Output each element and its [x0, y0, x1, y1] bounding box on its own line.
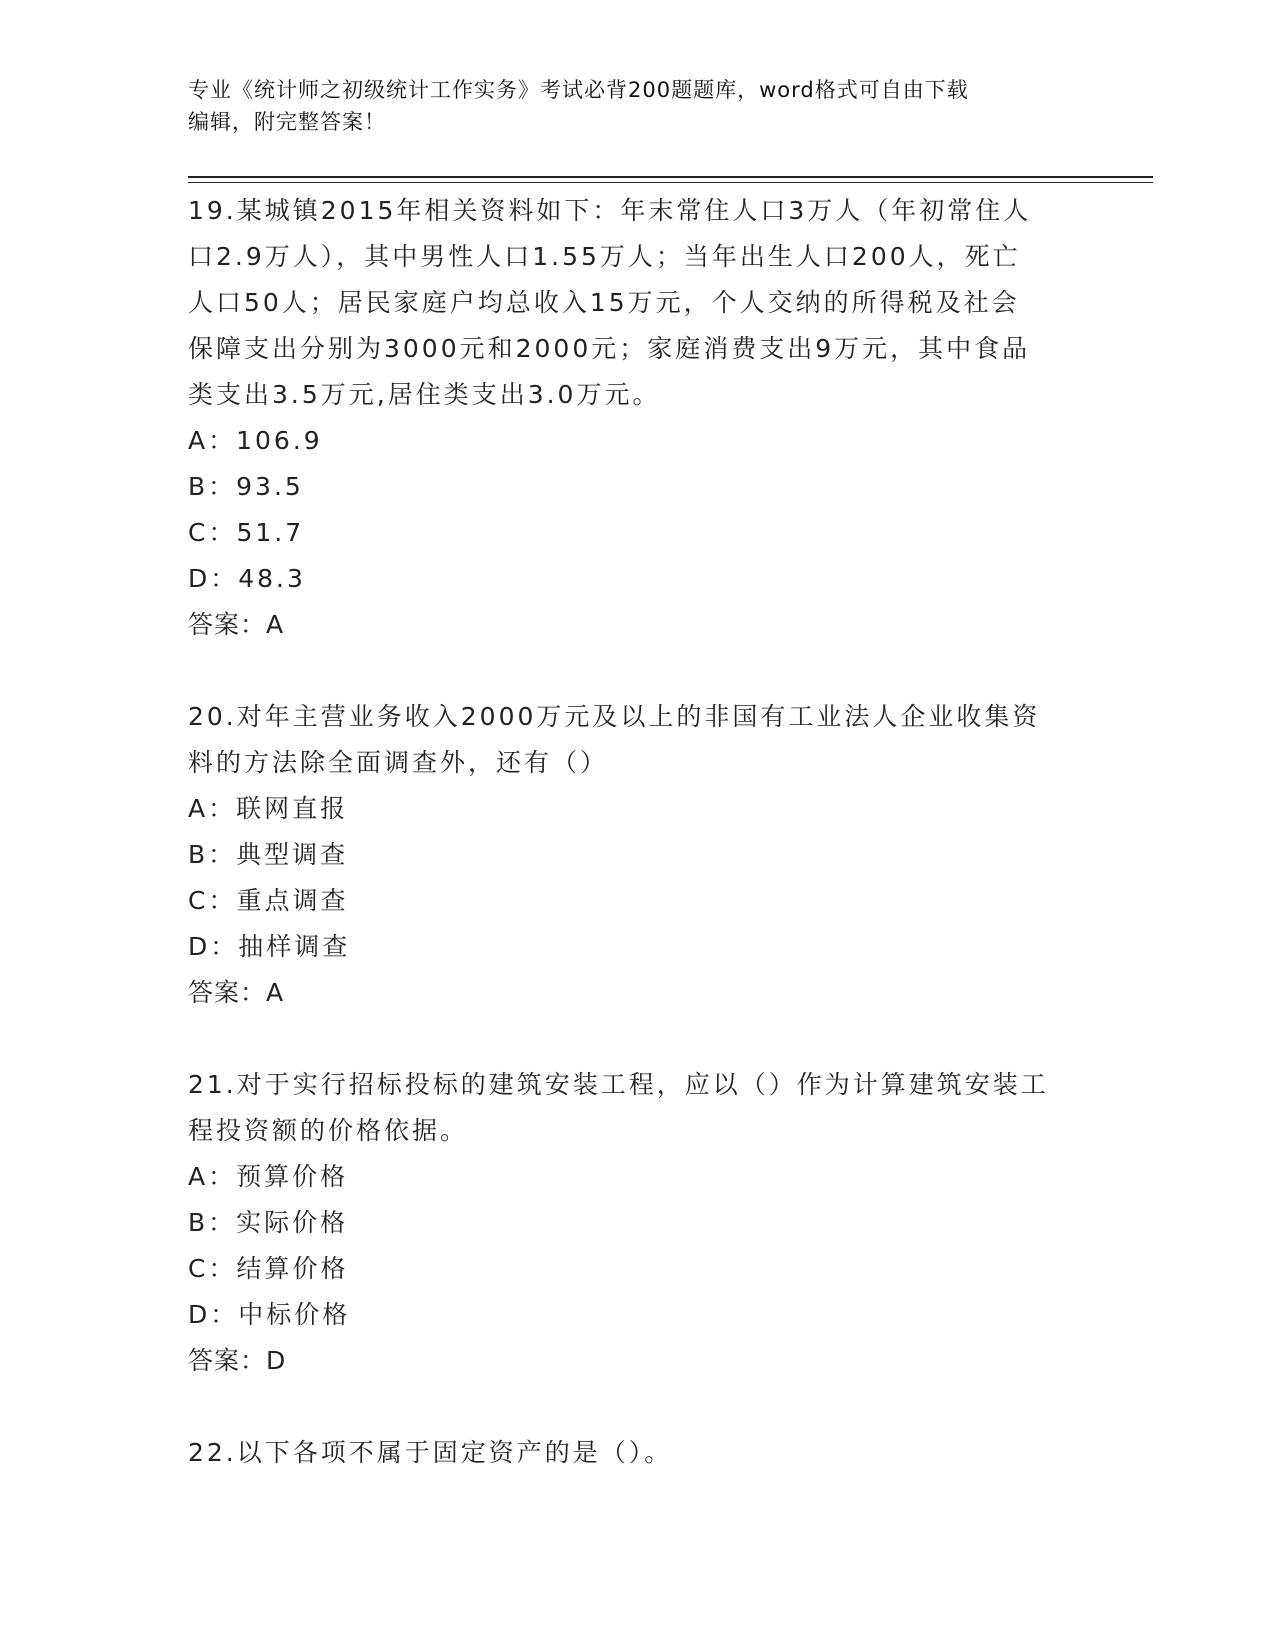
question-20 — [188, 694, 1088, 1016]
stem-line: 21.对于实行招标投标的建筑安装工程，应以（）作为计算建筑安装工 — [188, 1070, 1049, 1099]
stem-line: 19.某城镇2015年相关资料如下：年末常住人口3万人（年初常住人 — [188, 196, 1032, 225]
option-a: A：联网直报 — [188, 794, 349, 823]
answer-line: 答案：A — [188, 978, 285, 1007]
option-b: B：典型调查 — [188, 840, 349, 869]
header-line-2: 编辑，附完整答案！ — [188, 110, 386, 134]
header-divider-thick — [188, 176, 1153, 178]
question-spacer — [188, 648, 1088, 694]
question-stem — [188, 694, 1088, 786]
option-c: C：结算价格 — [188, 1254, 349, 1283]
option-c: C：51.7 — [188, 518, 305, 547]
header-divider-thin — [188, 182, 1153, 183]
option-d: D：中标价格 — [188, 1300, 351, 1329]
question-stem — [188, 1062, 1088, 1154]
answer-line: 答案：A — [188, 610, 285, 639]
question-list — [188, 188, 1088, 1476]
header-line-1: 专业《统计师之初级统计工作实务》考试必背200题题库，word格式可自由下载 — [188, 78, 969, 102]
stem-line: 保障支出分别为3000元和2000元；家庭消费支出9万元，其中食品 — [188, 334, 1031, 363]
answer-line: 答案：D — [188, 1346, 287, 1375]
option-d: D：抽样调查 — [188, 932, 351, 961]
option-c: C：重点调查 — [188, 886, 349, 915]
document-header — [188, 74, 1068, 138]
stem-line: 20.对年主营业务收入2000万元及以上的非国有工业法人企业收集资 — [188, 702, 1041, 731]
stem-line: 人口50人；居民家庭户均总收入15万元，个人交纳的所得税及社会 — [188, 288, 1020, 317]
option-d: D：48.3 — [188, 564, 306, 593]
question-stem — [188, 188, 1088, 418]
question-22 — [188, 1430, 1088, 1476]
option-a: A：预算价格 — [188, 1162, 349, 1191]
question-spacer — [188, 1384, 1088, 1430]
question-19 — [188, 188, 1088, 648]
option-b: B：93.5 — [188, 472, 304, 501]
question-21 — [188, 1062, 1088, 1384]
option-a: A：106.9 — [188, 426, 323, 455]
stem-line: 料的方法除全面调查外，还有（） — [188, 748, 609, 777]
option-b: B：实际价格 — [188, 1208, 349, 1237]
stem-line: 口2.9万人），其中男性人口1.55万人；当年出生人口200人，死亡 — [188, 242, 1021, 271]
stem-line: 22.以下各项不属于固定资产的是（）。 — [188, 1438, 673, 1467]
question-spacer — [188, 1016, 1088, 1062]
question-stem — [188, 1430, 1088, 1476]
stem-line: 类支出3.5万元,居住类支出3.0万元。 — [188, 380, 661, 409]
stem-line: 程投资额的价格依据。 — [188, 1116, 469, 1145]
